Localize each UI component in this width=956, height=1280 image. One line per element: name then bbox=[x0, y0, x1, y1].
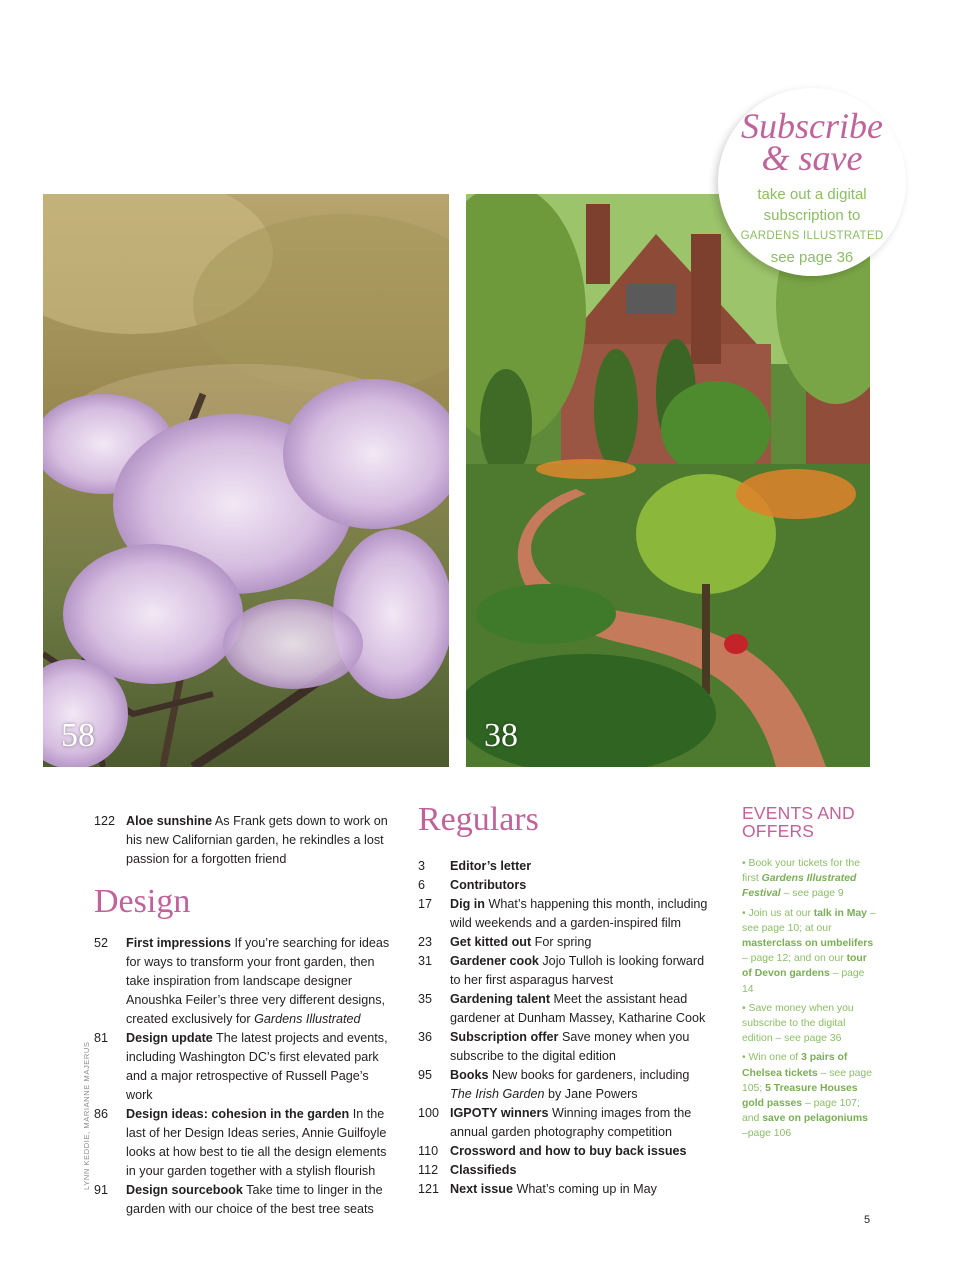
section-heading-regulars: Regulars bbox=[418, 801, 539, 838]
subscribe-save-badge[interactable] bbox=[718, 88, 906, 276]
subscribe-text: take out a digital subscription to GARDENS ILLUSTRATED see page 36 bbox=[740, 186, 884, 266]
offer-digital-subscription[interactable]: • Save money when you subscribe to the digital edition – see page 36 bbox=[742, 1002, 854, 1045]
section-heading-design: Design bbox=[94, 883, 191, 920]
toc-entry[interactable]: 23 Get kitted out For spring bbox=[418, 935, 592, 949]
garden-illustration bbox=[466, 194, 870, 767]
events-offers-heading: EVENTS AND OFFERS bbox=[742, 803, 855, 841]
blossom-illustration bbox=[43, 194, 449, 767]
toc-entry[interactable]: 3 Editor’s letter bbox=[418, 859, 532, 873]
page-reference-58: 58 bbox=[61, 717, 95, 754]
toc-entry[interactable]: 86 Design ideas: cohesion in the garden In the last of her Design Ideas series, Annie Guilfoyle looks at how best to tie all the design elements in your garden together with a stylish flourish bbox=[94, 1107, 387, 1178]
contents-column-regulars bbox=[418, 800, 708, 1199]
toc-entry[interactable]: 36 Subscription offer Save money when you subscribe to the digital edition bbox=[418, 1030, 690, 1063]
toc-entry[interactable]: 100 IGPOTY winners Winning images from the annual garden photography competition bbox=[418, 1106, 692, 1139]
garden-photo bbox=[466, 194, 870, 767]
toc-entry-title: Aloe sunshine bbox=[126, 814, 213, 828]
page-number: 5 bbox=[864, 1214, 871, 1226]
blossom-photo bbox=[43, 194, 449, 767]
page-reference-38: 38 bbox=[484, 717, 518, 754]
toc-entry[interactable]: 95 Books New books for gardeners, including The Irish Garden by Jane Powers bbox=[418, 1068, 690, 1101]
subscribe-title: Subscribe & save bbox=[741, 106, 883, 178]
toc-entry[interactable]: 122 Aloe sunshine As Frank gets down to work on his new Californian garden, he rekindles a lost passion for a forgotten friend bbox=[94, 812, 394, 869]
toc-entry[interactable]: 35 Gardening talent Meet the assistant head gardener at Dunham Massey, Katharine Cook bbox=[418, 992, 706, 1025]
toc-entry[interactable]: 17 Dig in What’s happening this month, including wild weekends and a garden-inspired film bbox=[418, 897, 708, 930]
events-offers-sidebar bbox=[742, 804, 876, 1146]
toc-entry[interactable]: 81 Design update The latest projects and events, including Washington DC’s first elevated park and a major retrospective of Russell Page’s work bbox=[94, 1031, 388, 1102]
toc-entry[interactable]: 6 Contributors bbox=[418, 878, 527, 892]
offer-festival-tickets[interactable]: • Book your tickets for the first Gardens Illustrated Festival – see page 9 bbox=[742, 858, 860, 900]
toc-entry[interactable]: 110 Crossword and how to buy back issues bbox=[418, 1144, 687, 1158]
toc-entry[interactable]: 31 Gardener cook Jojo Tulloh is looking forward to her first asparagus harvest bbox=[418, 954, 705, 987]
photo-credit: LYNN KEDDIE, MARIANNE MAJERUS bbox=[82, 1041, 91, 1190]
toc-page-number: 122 bbox=[94, 814, 116, 828]
offer-talks-and-tours[interactable]: • Join us at our talk in May – see page 10; at our masterclass on umbelifers – page 12; and on our tour of Devon gardens – page 14 bbox=[742, 907, 876, 995]
toc-entry[interactable]: 112 Classifieds bbox=[418, 1163, 517, 1177]
toc-entry[interactable]: 121 Next issue What’s coming up in May bbox=[418, 1182, 657, 1196]
toc-entry[interactable]: 91 Design sourcebook Take time to linger in the garden with our choice of the best tree seats bbox=[94, 1183, 383, 1216]
contents-column-features bbox=[94, 812, 394, 1219]
toc-entry[interactable]: 52 First impressions If you’re searching for ideas for ways to transform your front garden, then take inspiration from landscape designer Anoushka Feiler’s three very different designs, created exclusively for Gardens Illustrated bbox=[94, 936, 390, 1026]
offer-competitions[interactable]: • Win one of 3 pairs of Chelsea tickets – see page 105; 5 Treasure Houses gold passes – page 107; and save on pelagoniums –page 106 bbox=[742, 1052, 872, 1140]
